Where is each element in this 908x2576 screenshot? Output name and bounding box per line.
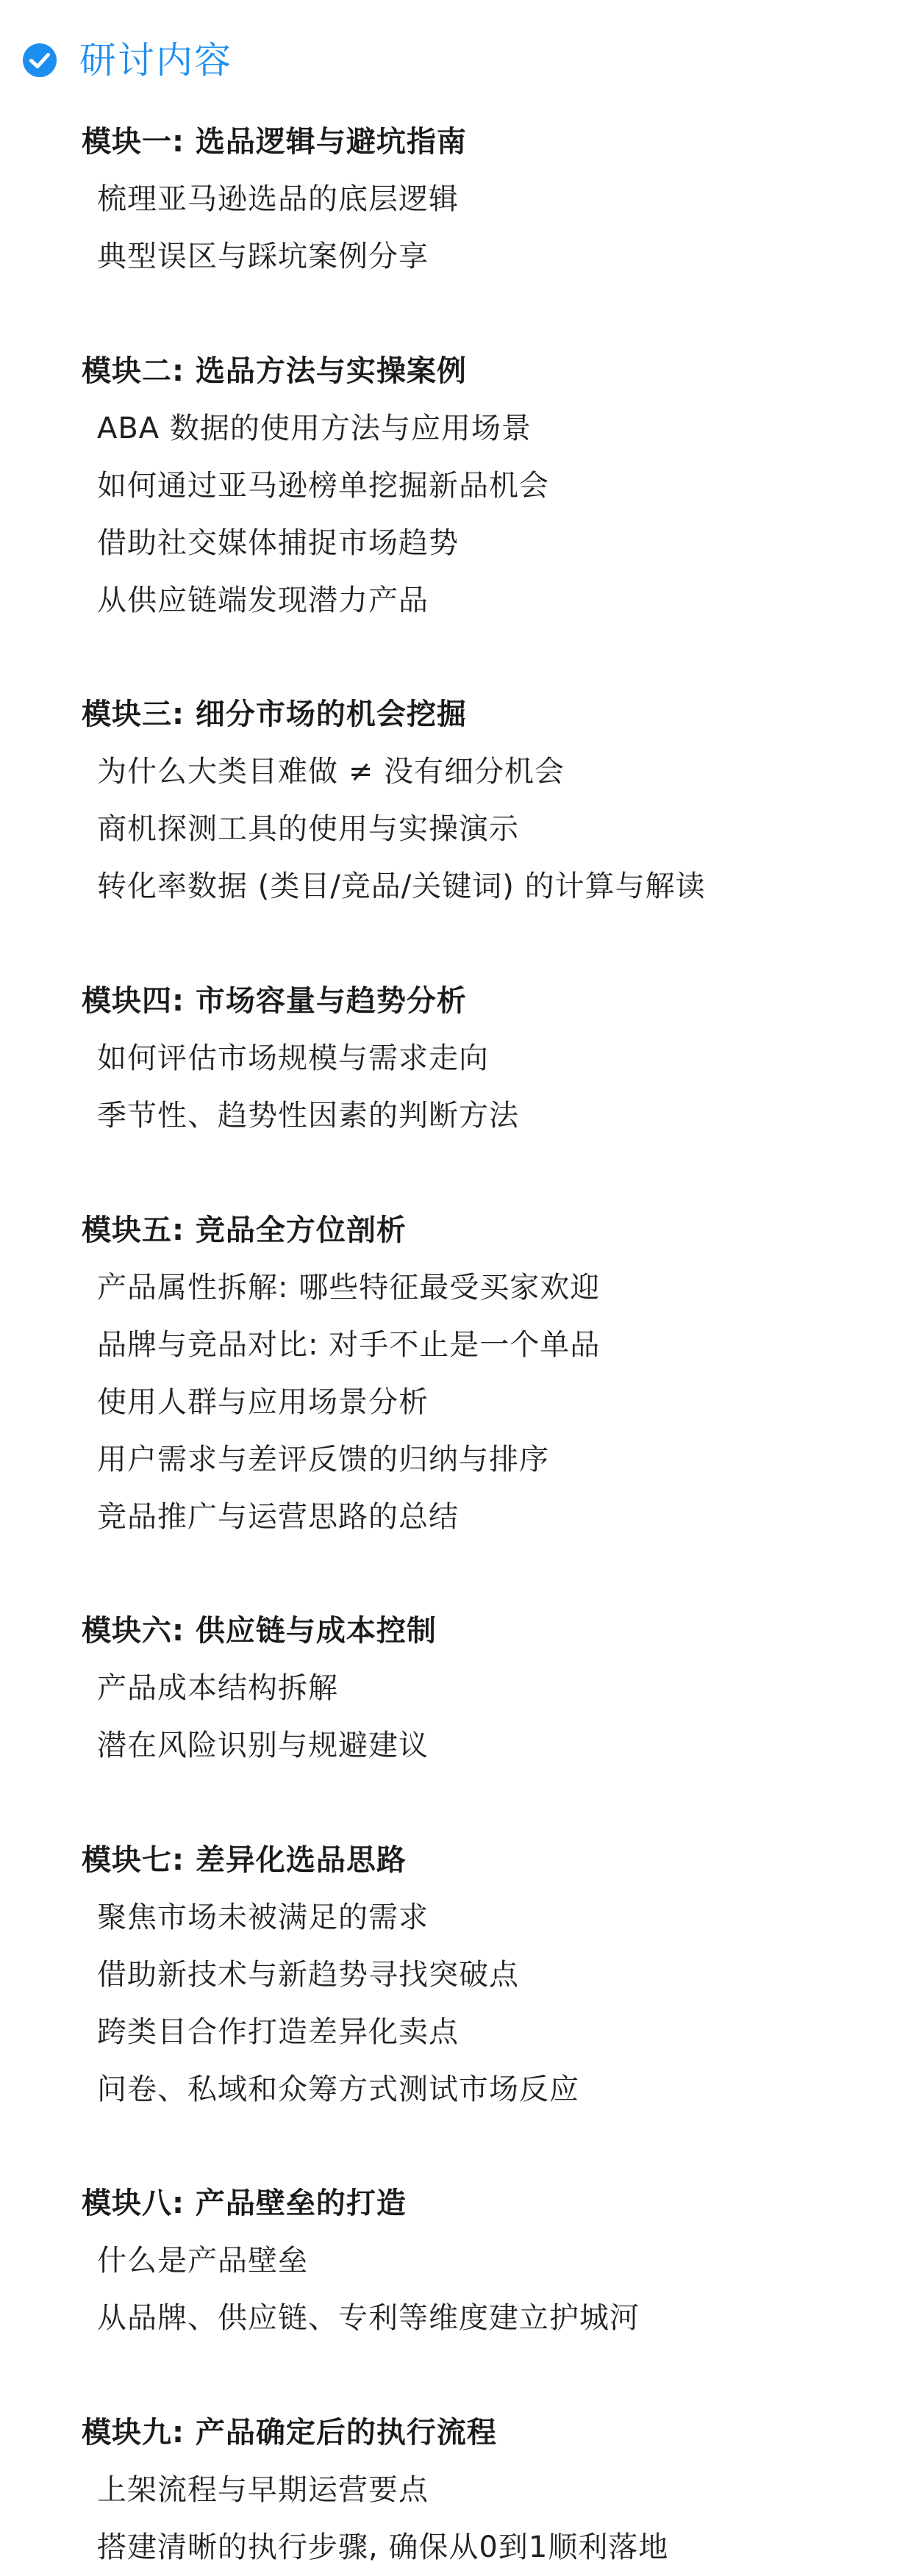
module-item: 为什么大类目难做 ≠ 没有细分机会 — [97, 755, 565, 789]
module-heading: 模块五: 竞品全方位剖析 — [82, 1213, 407, 1247]
module-item: 品牌与竞品对比: 对手不止是一个单品 — [97, 1328, 601, 1362]
module-item: 从品牌、供应链、专利等维度建立护城河 — [97, 2301, 640, 2335]
module-6 — [0, 1602, 908, 1831]
module-item: 借助社交媒体捕捉市场趋势 — [97, 526, 459, 560]
module-heading: 模块三: 细分市场的机会挖掘 — [82, 697, 467, 731]
module-item: 潜在风险识别与规避建议 — [97, 1729, 429, 1762]
module-7 — [0, 1831, 908, 2175]
check-circle-icon — [22, 43, 57, 78]
section-title: 研讨内容 — [79, 39, 232, 82]
module-item: 跨类目合作打造差异化卖点 — [97, 2015, 459, 2049]
module-list — [0, 113, 908, 2564]
module-heading: 模块九: 产品确定后的执行流程 — [82, 2416, 497, 2450]
module-item: 梳理亚马逊选品的底层逻辑 — [97, 182, 459, 216]
module-1 — [0, 113, 908, 342]
module-item: 使用人群与应用场景分析 — [97, 1385, 429, 1419]
module-heading: 模块八: 产品壁垒的打造 — [82, 2186, 407, 2220]
module-item: 什么是产品壁垒 — [97, 2244, 308, 2278]
module-item: 用户需求与差评反馈的归纳与排序 — [97, 1443, 549, 1477]
module-4 — [0, 972, 908, 1202]
section-header — [22, 38, 232, 82]
module-heading: 模块二: 选品方法与实操案例 — [82, 354, 467, 388]
module-item: 竞品推广与运营思路的总结 — [97, 1500, 459, 1534]
module-9 — [0, 2404, 908, 2564]
module-heading: 模块六: 供应链与成本控制 — [82, 1614, 437, 1648]
module-5 — [0, 1202, 908, 1602]
module-item: 转化率数据 (类目/竞品/关键词) 的计算与解读 — [97, 869, 706, 903]
module-item: 上架流程与早期运营要点 — [97, 2473, 429, 2507]
module-item: 商机探测工具的使用与实操演示 — [97, 812, 519, 846]
module-heading: 模块七: 差异化选品思路 — [82, 1843, 407, 1877]
module-item: ABA 数据的使用方法与应用场景 — [97, 412, 532, 445]
module-heading: 模块一: 选品逻辑与避坑指南 — [82, 125, 467, 159]
module-3 — [0, 686, 908, 972]
module-item: 从供应链端发现潜力产品 — [97, 584, 429, 617]
module-item: 产品属性拆解: 哪些特征最受买家欢迎 — [97, 1271, 601, 1305]
module-item: 产品成本结构拆解 — [97, 1671, 338, 1705]
module-item: 典型误区与踩坑案例分享 — [97, 240, 429, 273]
module-heading: 模块四: 市场容量与趋势分析 — [82, 984, 467, 1018]
module-item: 借助新技术与新趋势寻找突破点 — [97, 1958, 519, 1992]
module-item: 如何通过亚马逊榜单挖掘新品机会 — [97, 469, 549, 503]
module-item: 季节性、趋势性因素的判断方法 — [97, 1099, 519, 1133]
module-item: 如何评估市场规模与需求走向 — [97, 1041, 489, 1075]
module-2 — [0, 342, 908, 686]
module-8 — [0, 2175, 908, 2404]
module-item: 搭建清晰的执行步骤, 确保从0到1顺利落地 — [97, 2530, 669, 2564]
module-item: 聚焦市场未被满足的需求 — [97, 1901, 429, 1934]
module-item: 问卷、私域和众筹方式测试市场反应 — [97, 2073, 579, 2106]
